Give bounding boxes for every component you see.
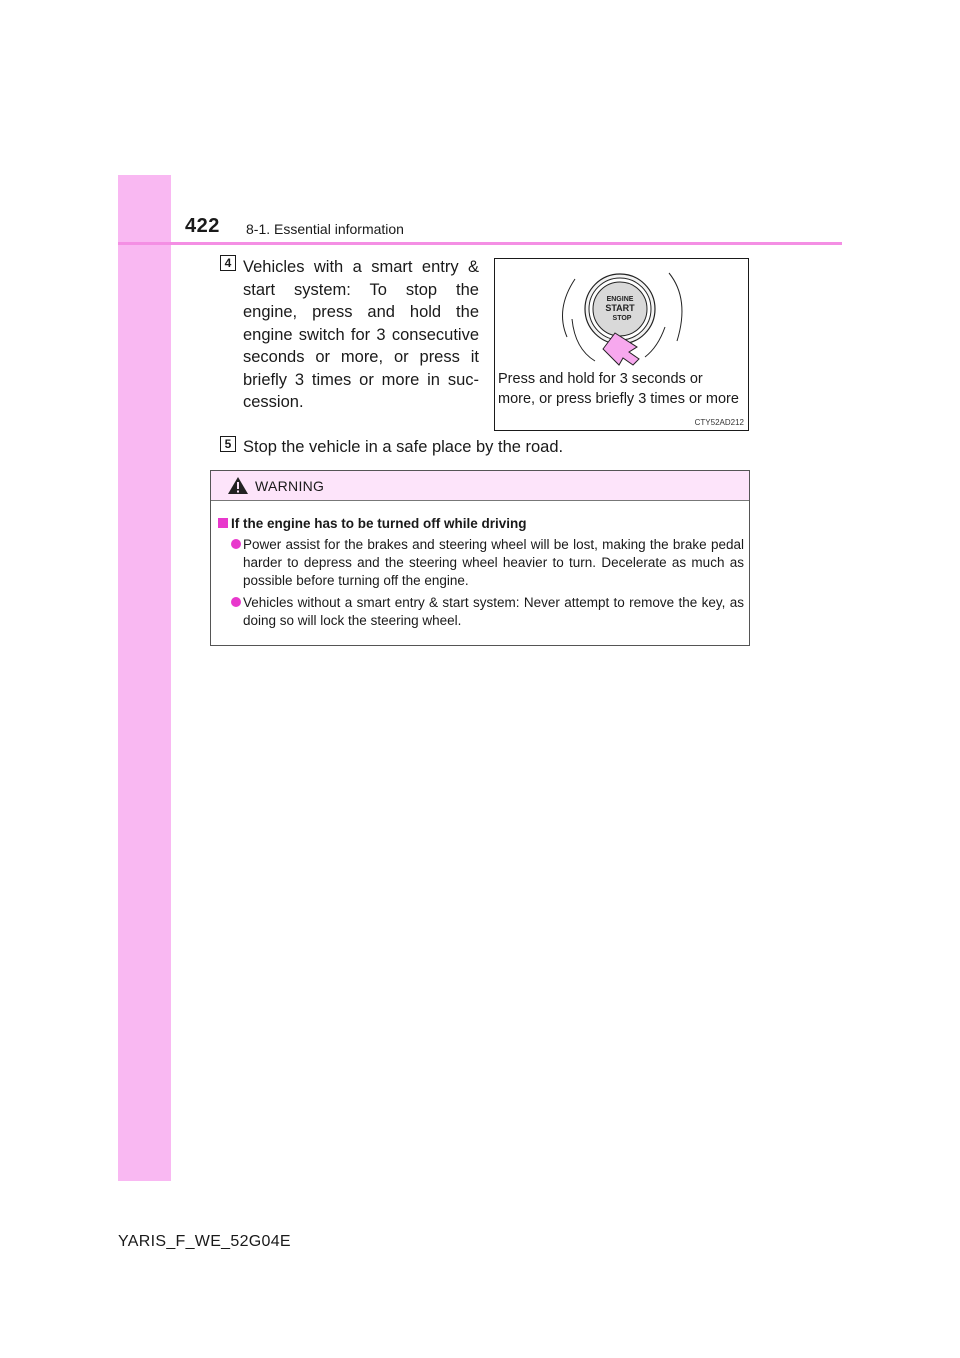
warning-item (218, 594, 744, 630)
warning-triangle-icon (227, 476, 249, 495)
figure-caption-line-1: Press and hold for 3 seconds or (498, 371, 703, 387)
step-4-text: Vehicles with a smart entry & start system: To stop the engine, press and hold the engine switch for 3 consecutive seconds or more, or press it briefly 3 times or more in suc-cession. (243, 258, 479, 411)
warning-item (218, 536, 744, 590)
page-number: 422 (185, 215, 220, 237)
warning-item-text: Vehicles without a smart entry & start system: Never attempt to remove the key, as doing so will lock the steering wheel. (243, 595, 744, 628)
side-tab-band (118, 175, 171, 1181)
step-4-badge: 4 (220, 255, 236, 271)
warning-heading (218, 515, 744, 532)
warning-title: WARNING (255, 478, 325, 494)
button-label-start: START (605, 303, 635, 313)
warning-item-text: Power assist for the brakes and steering wheel will be lost, making the brake pedal harder to depress and the steering wheel heavier to turn. Decelerate as much as possible before turning off the engine. (243, 537, 744, 588)
arc-outer-right (669, 273, 682, 341)
engine-switch-figure (494, 258, 749, 431)
section-title: 8-1. Essential information (246, 221, 404, 237)
footer-document-code: YARIS_F_WE_52G04E (118, 1233, 291, 1250)
figure-caption-line-2: more, or press briefly 3 times or more (498, 391, 739, 407)
round-bullet-icon (231, 597, 241, 607)
button-label-stop: STOP (612, 315, 632, 322)
figure-caption (498, 369, 750, 409)
warning-body (218, 515, 744, 630)
warning-heading-text: If the engine has to be turned off while driving (231, 516, 527, 531)
warning-box (210, 470, 750, 646)
step-5-badge: 5 (220, 436, 236, 452)
arc-lower-right (645, 327, 665, 357)
round-bullet-icon (231, 539, 241, 549)
warning-header (211, 471, 749, 501)
step-5-text: Stop the vehicle in a safe place by the road. (243, 438, 564, 456)
square-bullet-icon (218, 518, 228, 528)
header-divider (118, 242, 842, 245)
figure-code: CTY52AD212 (694, 418, 744, 427)
button-label-engine: ENGINE (606, 296, 634, 303)
